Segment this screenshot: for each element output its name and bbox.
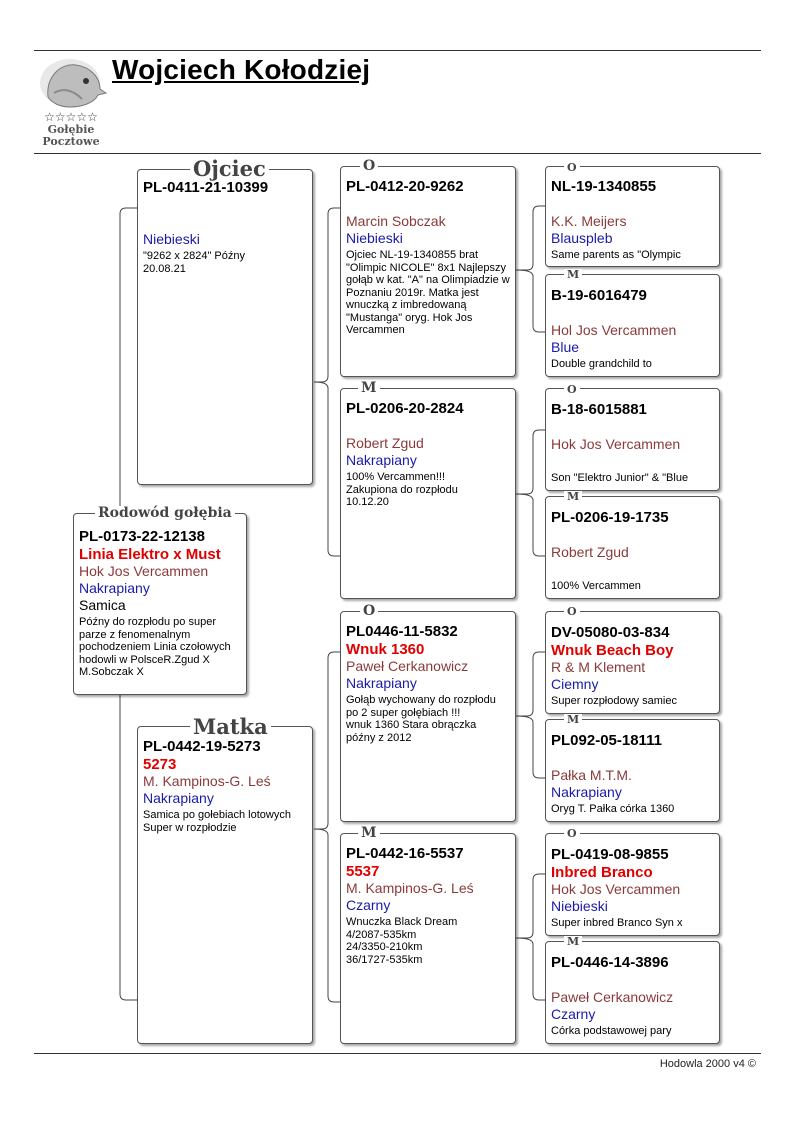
fmm-description: 100% Vercammen xyxy=(551,580,641,592)
father-card[interactable] xyxy=(137,169,313,485)
fff-breeder: K.K. Meijers xyxy=(551,213,627,229)
svg-text:Gołębie: Gołębie xyxy=(47,123,95,136)
grandsire-paternal-card[interactable] xyxy=(340,166,516,377)
mmf-sex-label: O xyxy=(564,828,580,839)
ff-color: Niebieski xyxy=(346,230,403,246)
mfm-color: Nakrapiany xyxy=(551,784,622,800)
mfm-card[interactable] xyxy=(545,719,720,822)
mff-card[interactable] xyxy=(545,611,720,714)
subject-name: Linia Elektro x Must xyxy=(79,546,221,563)
fmf-ring: B-18-6015881 xyxy=(551,401,647,418)
fmf-sex-label: O xyxy=(564,384,580,395)
mother-label: Matka xyxy=(190,716,271,737)
mm-color: Czarny xyxy=(346,897,391,913)
father-color: Niebieski xyxy=(143,231,200,247)
mother-card[interactable] xyxy=(137,726,313,1044)
fmm-breeder: Robert Zgud xyxy=(551,544,629,560)
ffm-breeder: Hol Jos Vercammen xyxy=(551,322,677,338)
mm-sex-label: M xyxy=(358,826,380,840)
grandsire-maternal-card[interactable] xyxy=(340,611,516,822)
mf-color: Nakrapiany xyxy=(346,675,417,691)
fmm-sex-label: M xyxy=(564,491,582,502)
father-description: "9262 x 2824" Późny 20.08.21 xyxy=(143,250,245,275)
mmm-ring: PL-0446-14-3896 xyxy=(551,954,669,971)
mf-sex-label: O xyxy=(360,604,378,618)
ff-description: Ojciec NL-19-1340855 brat "Olimpic NICOLE" 8x1 Najlepszy gołąb w kat. "A" na Olimpiadzie w Poznaniu 2019r. Matka jest wnuczką z imbredowaną "Mustanga" oryg. Hok Jos Vercammen xyxy=(346,249,510,336)
fff-color: Blauspleb xyxy=(551,230,613,246)
svg-text:☆☆☆☆☆: ☆☆☆☆☆ xyxy=(44,110,98,124)
mfm-breeder: Pałka M.T.M. xyxy=(551,767,632,783)
mf-name: Wnuk 1360 xyxy=(346,641,425,658)
ff-sex-label: O xyxy=(360,159,378,173)
ffm-card[interactable] xyxy=(545,274,720,377)
mff-color: Ciemny xyxy=(551,676,599,692)
subject-description: Późny do rozpłodu po super parze z fenomenalnym pochodzeniem Linia czołowych hodowli w PolsceR.Zgud X M.Sobczak X xyxy=(79,616,231,678)
father-ring: PL-0411-21-10399 xyxy=(143,179,269,196)
pedigree-label: Rodowód gołębia xyxy=(95,506,235,520)
ffm-sex-label: M xyxy=(564,269,582,280)
subject-card[interactable] xyxy=(73,513,247,695)
mmm-description: Córka podstawowej pary xyxy=(551,1025,672,1037)
mother-description: Samica po gołebiach lotowych Super w rozpłodzie xyxy=(143,809,291,834)
mm-name: 5537 xyxy=(346,863,380,880)
fmm-card[interactable] xyxy=(545,496,720,599)
subject-color: Nakrapiany xyxy=(79,580,150,596)
mm-breeder: M. Kampinos-G. Leś xyxy=(346,880,474,896)
mff-name: Wnuk Beach Boy xyxy=(551,642,674,659)
fmm-ring: PL-0206-19-1735 xyxy=(551,509,669,526)
fmf-breeder: Hok Jos Vercammen xyxy=(551,436,681,452)
subject-breeder: Hok Jos Vercammen xyxy=(79,563,209,579)
mmm-breeder: Paweł Cerkanowicz xyxy=(551,989,674,1005)
mff-ring: DV-05080-03-834 xyxy=(551,624,670,641)
ff-breeder: Marcin Sobczak xyxy=(346,213,446,229)
fff-description: Same parents as "Olympic xyxy=(551,249,681,261)
mff-sex-label: O xyxy=(564,606,580,617)
mf-description: Gołąb wychowany do rozpłodu po 2 super gołębiach !!! wnuk 1360 Stara obrączka późny z 2012 xyxy=(346,694,496,744)
mmm-color: Czarny xyxy=(551,1006,596,1022)
mmf-description: Super inbred Branco Syn x xyxy=(551,917,683,929)
ffm-description: Double grandchild to xyxy=(551,358,652,370)
footer-text: Hodowla 2000 v4 © xyxy=(659,1058,756,1070)
mm-ring: PL-0442-16-5537 xyxy=(346,845,464,862)
mother-color: Nakrapiany xyxy=(143,790,214,806)
fm-ring: PL-0206-20-2824 xyxy=(346,400,464,417)
ffm-ring: B-19-6016479 xyxy=(551,287,647,304)
mfm-sex-label: M xyxy=(564,714,582,725)
fm-breeder: Robert Zgud xyxy=(346,435,424,451)
ff-ring: PL-0412-20-9262 xyxy=(346,178,464,195)
mmf-color: Niebieski xyxy=(551,898,608,914)
granddam-paternal-card[interactable] xyxy=(340,388,516,599)
fff-ring: NL-19-1340855 xyxy=(551,178,657,195)
mmf-name: Inbred Branco xyxy=(551,864,653,881)
ffm-color: Blue xyxy=(551,339,580,355)
mf-ring: PL0446-11-5832 xyxy=(346,623,458,640)
fm-description: 100% Vercammen!!! Zakupiona do rozpłodu 10.12.20 xyxy=(346,471,458,508)
mother-name: 5273 xyxy=(143,756,177,773)
mmm-card[interactable] xyxy=(545,941,720,1044)
mf-breeder: Paweł Cerkanowicz xyxy=(346,658,469,674)
father-label: Ojciec xyxy=(190,158,269,179)
granddam-maternal-card[interactable] xyxy=(340,833,516,1044)
mff-breeder: R & M Klement xyxy=(551,659,646,675)
subject-ring: PL-0173-22-12138 xyxy=(79,528,205,545)
mff-description: Super rozpłodowy samiec xyxy=(551,695,677,707)
svg-text:Pocztowe: Pocztowe xyxy=(42,135,100,147)
mmf-breeder: Hok Jos Vercammen xyxy=(551,881,681,897)
fff-sex-label: O xyxy=(564,162,580,173)
mmf-ring: PL-0419-08-9855 xyxy=(551,846,669,863)
subject-sex: Samica xyxy=(79,597,126,613)
mmf-card[interactable] xyxy=(545,833,720,936)
mm-description: Wnuczka Black Dream 4/2087-535km 24/3350-210km 36/1727-535km xyxy=(346,916,458,966)
mfm-ring: PL092-05-18111 xyxy=(551,732,662,749)
fm-color: Nakrapiany xyxy=(346,452,417,468)
mmm-sex-label: M xyxy=(564,936,582,947)
mother-breeder: M. Kampinos-G. Leś xyxy=(143,773,271,789)
mfm-description: Oryg T. Pałka córka 1360 xyxy=(551,803,675,815)
owner-name: Wojciech Kołodziej xyxy=(112,54,371,85)
fmf-description: Son "Elektro Junior" & "Blue xyxy=(551,472,689,484)
fmf-card[interactable] xyxy=(545,388,720,491)
mother-ring: PL-0442-19-5273 xyxy=(143,738,261,755)
fm-sex-label: M xyxy=(358,381,380,395)
fff-card[interactable] xyxy=(545,166,720,267)
